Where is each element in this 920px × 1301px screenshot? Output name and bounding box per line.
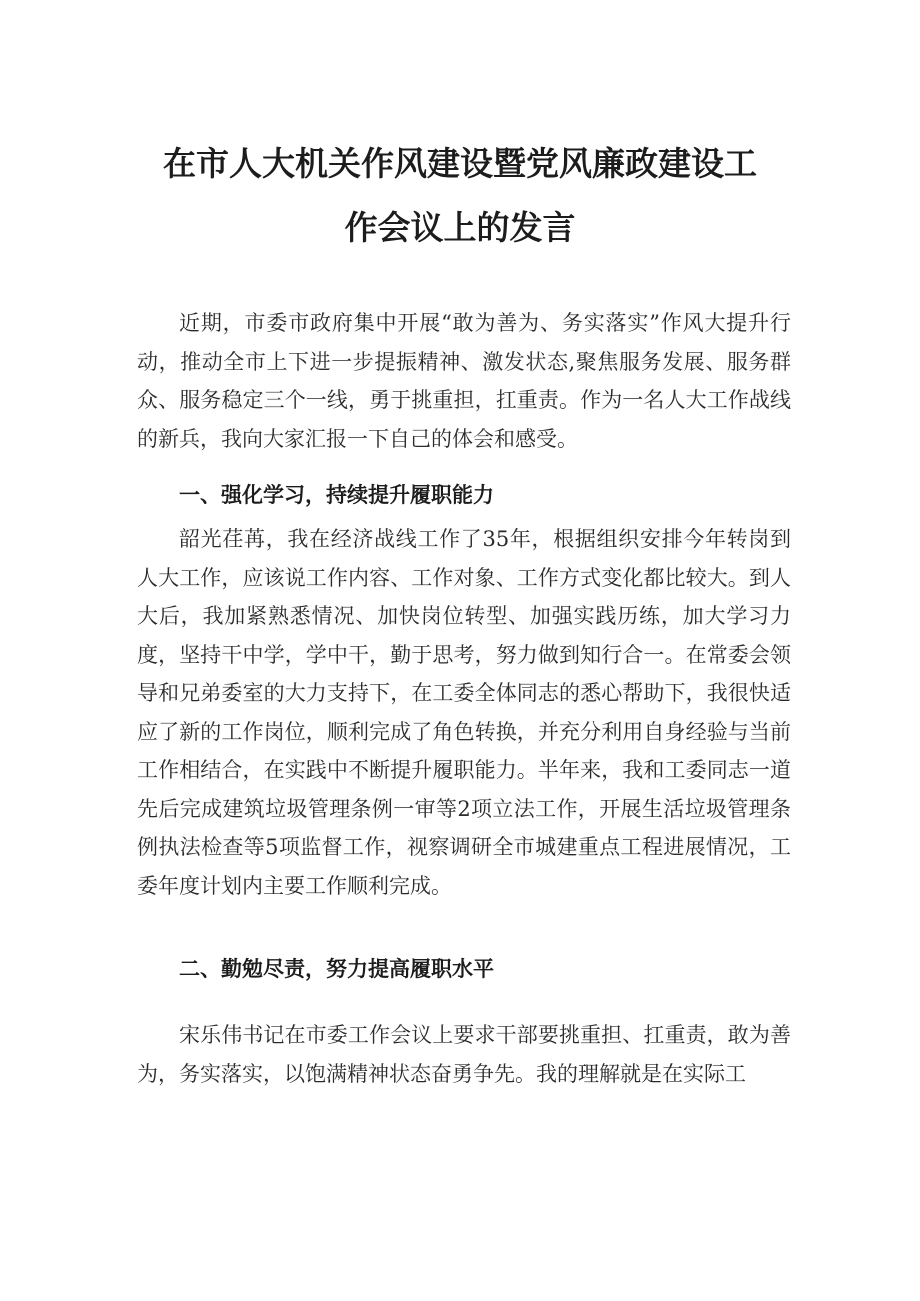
paragraph-section-2: 宋乐伟书记在市委工作会议上要求干部要挑重担、扛重责，敢为善为，务实落实，以饱满精神状态奋勇争先。我的理解就是在实际工: [137, 1023, 791, 1086]
section-heading-2: 二、勤勉尽责，努力提高履职水平: [179, 957, 494, 981]
paragraph-intro: 近期，市委市政府集中开展“敢为善为、务实落实”作风大提升行动，推动全市上下进一步提振精神、激发状态,聚焦服务发展、服务群众、服务稳定三个一线，勇于挑重担，扛重责。作为一名人大工作战线的新兵，我向大家汇报一下自己的体会和感受。: [137, 311, 791, 451]
section-heading-1: 一、强化学习，持续提升履职能力: [179, 483, 494, 507]
document-title-line-2: 作会议上的发言: [344, 208, 576, 247]
document-title-line-1: 在市人大机关作风建设暨党风廉政建设工: [163, 144, 757, 183]
paragraph-section-1: 韶光荏苒，我在经济战线工作了35年，根据组织安排今年转岗到人大工作，应该说工作内容、工作对象、工作方式变化都比较大。到人大后，我加紧熟悉情况、加快岗位转型、加强实践历练，加大学习力度，坚持干中学，学中干，勤于思考，努力做到知行合一。在常委会领导和兄弟委室的大力支持下，在工委全体同志的悉心帮助下，我很快适应了新的工作岗位，顺利完成了角色转换，并充分利用自身经验与当前工作相结合，在实践中不断提升履职能力。半年来，我和工委同志一道先后完成建筑垃圾管理条例一审等2项立法工作，开展生活垃圾管理条例执法检查等5项监督工作，视察调研全市城建重点工程进展情况，工委年度计划内主要工作顺利完成。: [137, 527, 791, 898]
